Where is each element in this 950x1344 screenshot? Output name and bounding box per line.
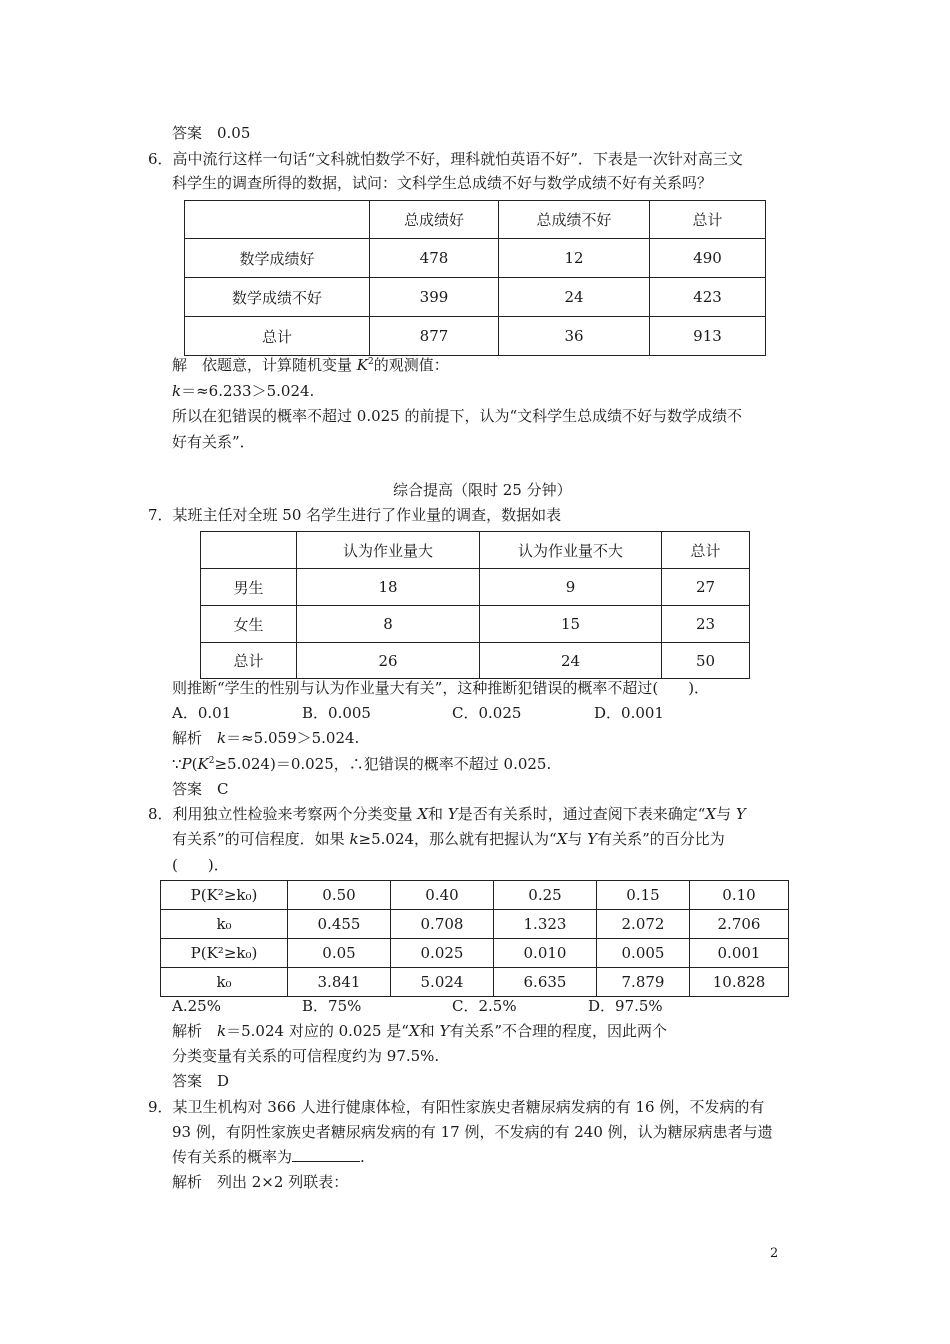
table-cell	[201, 532, 297, 569]
table-cell: 478	[370, 239, 499, 278]
q6-solution-line4: 好有关系”．	[172, 433, 255, 451]
table-cell: 0.001	[690, 939, 789, 968]
table-cell: 490	[650, 239, 766, 278]
q8-line2: 有关系”的可信程度．如果 k≥5.024，那么就有把握认为“X与 Y有关系”的百分比为	[172, 830, 725, 848]
table-row	[185, 201, 766, 239]
table-cell: 23	[662, 606, 750, 643]
q6-solution-line2: k＝≈6.233＞5.024.	[172, 382, 315, 400]
section-title: 综合提高（限时 25 分钟）	[393, 481, 572, 499]
q9-solution: 解析 列出 2×2 列联表：	[172, 1173, 349, 1191]
q6-line1: 6．高中流行这样一句话“文科就怕数学不好，理科就怕英语不好”．下表是一次针对高三文	[148, 150, 743, 168]
q6-line2: 科学生的调查所得的数据，试问：文科学生总成绩不好与数学成绩不好有关系吗？	[172, 174, 713, 192]
q7-solution-line2: $\because P(K^2\ge 5.024)=0.025$，∴犯错误的概率不超过 0.025.	[172, 755, 552, 773]
table-cell: 36	[499, 317, 650, 356]
table-header: 总计	[662, 532, 750, 569]
q8-option-a: A.25%	[172, 997, 221, 1015]
table-cell: 男生	[201, 569, 297, 606]
table-cell: 5.024	[391, 968, 494, 997]
table-row	[161, 910, 789, 939]
table-header: 认为作业量不大	[480, 532, 662, 569]
table-row-label: P(K²≥k₀)	[161, 881, 288, 910]
table-cell: 3.841	[288, 968, 391, 997]
table-cell: 2.706	[690, 910, 789, 939]
table-row	[185, 239, 766, 278]
q5-answer: 答案 0.05	[172, 124, 251, 142]
q7-line2: 则推断“学生的性别与认为作业量大有关”，这种推断犯错误的概率不超过( )．	[172, 679, 710, 697]
table-cell: 0.05	[288, 939, 391, 968]
q7-option-a: A．0.01	[172, 704, 232, 722]
table-row	[201, 643, 750, 679]
table-header: 总成绩好	[370, 201, 499, 239]
table-cell: 数学成绩好	[185, 239, 370, 278]
table-cell: 1.323	[494, 910, 597, 939]
table-row	[161, 881, 789, 910]
q7-solution-line1: 解析 k＝≈5.059＞5.024.	[172, 729, 360, 747]
q7-option-b: B．0.005	[302, 704, 371, 722]
table-cell: 0.50	[288, 881, 391, 910]
table-cell: 0.025	[391, 939, 494, 968]
table-cell: 0.10	[690, 881, 789, 910]
q7-option-c: C．0.025	[452, 704, 522, 722]
q8-option-c: C．2.5%	[452, 997, 517, 1015]
table-cell: 总计	[185, 317, 370, 356]
table-cell: 数学成绩不好	[185, 278, 370, 317]
table-cell	[185, 201, 370, 239]
table-row	[201, 569, 750, 606]
q8-solution-line1: 解析 k＝5.024 对应的 0.025 是“X和 Y有关系”不合理的程度，因此两个	[172, 1022, 668, 1040]
table-cell: 0.005	[597, 939, 690, 968]
table-row	[185, 278, 766, 317]
table-cell: 女生	[201, 606, 297, 643]
table-cell: 0.708	[391, 910, 494, 939]
page-number: 2	[770, 1246, 779, 1261]
table-row-label: k₀	[161, 910, 288, 939]
table-row	[201, 532, 750, 569]
table-cell: 0.010	[494, 939, 597, 968]
table-cell: 15	[480, 606, 662, 643]
table-row-label: P(K²≥k₀)	[161, 939, 288, 968]
table-cell: 12	[499, 239, 650, 278]
q7-line1: 7．某班主任对全班 50 名学生进行了作业量的调查，数据如表	[148, 506, 562, 524]
table-cell: 24	[480, 643, 662, 679]
table-cell: 0.40	[391, 881, 494, 910]
q8-line3: ( )．	[172, 856, 229, 874]
q8-solution-line2: 分类变量有关系的可信程度约为 97.5%.	[172, 1047, 440, 1065]
table-cell: 总计	[201, 643, 297, 679]
q8-option-d: D．97.5%	[588, 997, 663, 1015]
q6-table	[184, 200, 766, 356]
q8-table	[160, 880, 789, 997]
table-cell: 877	[370, 317, 499, 356]
q6-solution-line3: 所以在犯错误的概率不超过 0.025 的前提下，认为“文科学生总成绩不好与数学成绩不	[172, 407, 743, 425]
q9-line2: 93 例，有阴性家族史者糖尿病发病的有 17 例，不发病的有 240 例，认为糖尿病患者与遗	[172, 1123, 773, 1141]
table-cell: 0.25	[494, 881, 597, 910]
table-cell: 2.072	[597, 910, 690, 939]
table-cell: 50	[662, 643, 750, 679]
q7-table	[200, 531, 750, 679]
answer-blank	[292, 1147, 360, 1162]
table-cell: 0.15	[597, 881, 690, 910]
table-cell: 0.455	[288, 910, 391, 939]
q8-line1: 8．利用独立性检验来考察两个分类变量 X和 Y是否有关系时，通过查阅下表来确定“X与 Y	[148, 805, 746, 823]
table-cell: 913	[650, 317, 766, 356]
table-row	[201, 606, 750, 643]
table-cell: 24	[499, 278, 650, 317]
q8-answer: 答案 D	[172, 1072, 230, 1090]
q9-line1: 9．某卫生机构对 366 人进行健康体检，有阳性家族史者糖尿病发病的有 16 例，不发病的有	[148, 1098, 765, 1116]
q7-option-d: D．0.001	[594, 704, 664, 722]
table-cell: 18	[297, 569, 480, 606]
table-header: 认为作业量大	[297, 532, 480, 569]
table-cell: 27	[662, 569, 750, 606]
table-cell: 423	[650, 278, 766, 317]
table-row	[161, 968, 789, 997]
q6-solution-line1: 解 依题意，计算随机变量 $K^2$的观测值：	[172, 356, 449, 374]
table-row	[161, 939, 789, 968]
table-header: 总计	[650, 201, 766, 239]
q8-option-b: B．75%	[302, 997, 362, 1015]
table-row-label: k₀	[161, 968, 288, 997]
table-row	[185, 317, 766, 356]
table-cell: 9	[480, 569, 662, 606]
q7-answer: 答案 C	[172, 780, 229, 798]
table-cell: 6.635	[494, 968, 597, 997]
table-cell: 26	[297, 643, 480, 679]
table-cell: 8	[297, 606, 480, 643]
table-cell: 399	[370, 278, 499, 317]
table-header: 总成绩不好	[499, 201, 650, 239]
table-cell: 7.879	[597, 968, 690, 997]
table-cell: 10.828	[690, 968, 789, 997]
q9-line3: 传有关系的概率为 .	[172, 1148, 365, 1166]
